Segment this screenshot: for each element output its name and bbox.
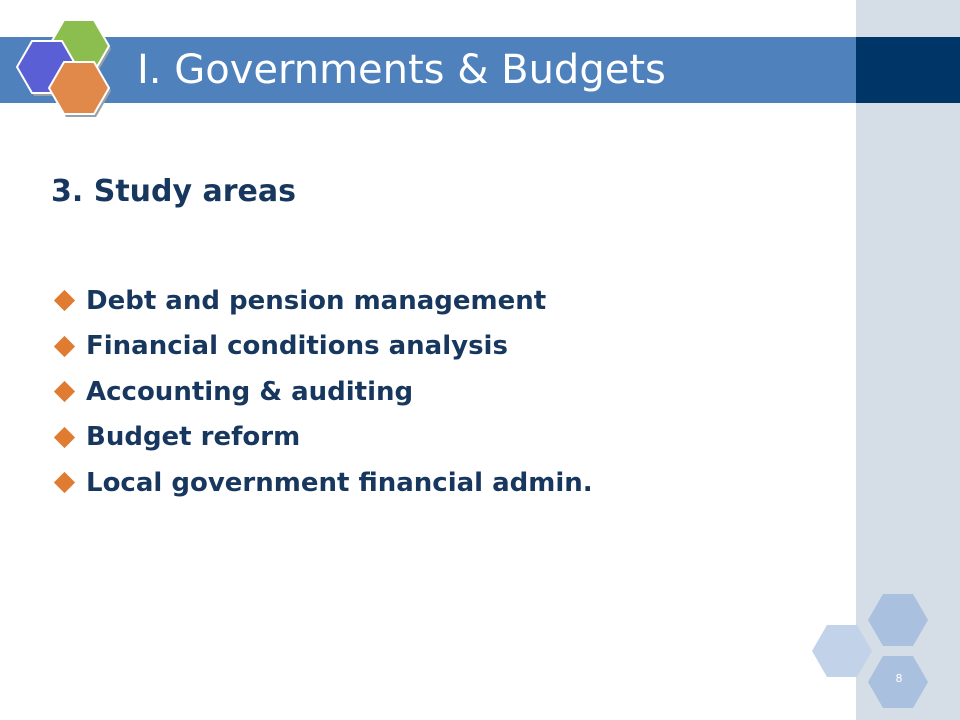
diamond-bullet-icon [54,336,75,357]
hexagon-decoration [800,586,940,720]
list-item [52,324,593,370]
list-item [52,278,593,324]
bullet-text: Accounting & auditing [86,376,414,407]
diamond-bullet-icon [54,427,75,448]
list-item [52,369,593,415]
title-bar-accent [856,37,960,103]
section-heading: 3. Study areas [51,174,296,209]
bullet-text: Local government financial admin. [86,467,593,498]
list-item [52,460,593,506]
bullet-text: Debt and pension management [86,285,547,316]
diamond-bullet-icon [54,290,75,311]
list-item [52,415,593,461]
bullet-list [52,278,593,506]
bullet-text: Budget reform [86,422,301,453]
slide-title: I. Governments & Budgets [137,47,666,93]
diamond-bullet-icon [54,381,75,402]
hexagon-cluster-icon [0,0,120,130]
page-number: 8 [895,672,903,685]
diamond-bullet-icon [54,472,75,493]
bullet-text: Financial conditions analysis [86,331,508,362]
